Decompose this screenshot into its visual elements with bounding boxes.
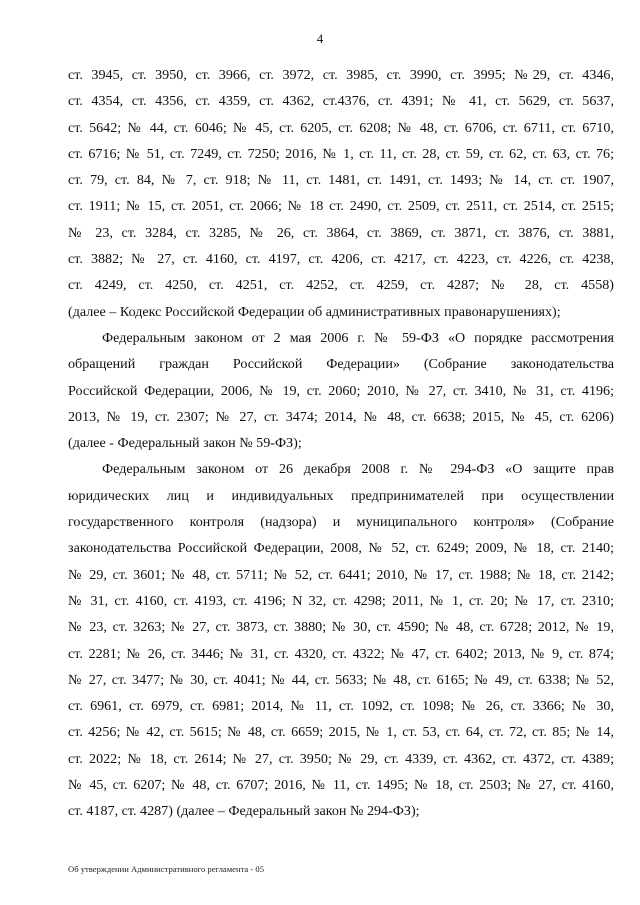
- page-number: 4: [316, 31, 324, 46]
- text-line: Российской Федерации, 2006, № 19, ст. 2060; 2010, № 27, ст. 3410, № 31, ст. 4196;: [68, 382, 614, 399]
- text-line: Федеральным законом от 26 декабря 2008 г. № 294-ФЗ «О защите прав: [102, 461, 614, 478]
- text-line: Федеральным законом от 2 мая 2006 г. № 59-ФЗ «О порядке рассмотрения: [102, 329, 614, 346]
- text-line: ст. 4249, ст. 4250, ст. 4251, ст. 4252, ст. 4259, ст. 4287; № 28, ст. 4558): [68, 277, 614, 294]
- page-footer: Об утверждении Административного регламента - 05: [68, 864, 264, 874]
- text-line: ст. 2022; № 18, ст. 2614; № 27, ст. 3950; № 29, ст. 4339, ст. 4362, ст. 4372, ст. 4389;: [68, 750, 614, 767]
- body-text: [68, 62, 614, 825]
- text-line: (далее – Кодекс Российской Федерации об административных правонарушениях);: [68, 303, 561, 320]
- text-line: ст. 6961, ст. 6979, ст. 6981; 2014, № 11, ст. 1092, ст. 1098; № 26, ст. 3366; № 30,: [68, 698, 614, 715]
- text-line: ст. 1911; № 15, ст. 2051, ст. 2066; № 18 ст. 2490, ст. 2509, ст. 2511, ст. 2514, ст. 2515;: [68, 198, 614, 215]
- text-line: юридических лиц и индивидуальных предпринимателей при осуществлении: [68, 487, 614, 504]
- text-line: ст. 6716; № 51, ст. 7249, ст. 7250; 2016, № 1, ст. 11, ст. 28, ст. 59, ст. 62, ст. 63, ст. 76;: [68, 145, 614, 162]
- text-line: ст. 3945, ст. 3950, ст. 3966, ст. 3972, ст. 3985, ст. 3990, ст. 3995; №29, ст. 4346,: [68, 67, 614, 83]
- text-line: 2013, № 19, ст. 2307; № 27, ст. 3474; 2014, № 48, ст. 6638; 2015, № 45, ст. 6206): [68, 408, 614, 425]
- text-line: № 45, ст. 6207; № 48, ст. 6707; 2016, № 11, ст. 1495; № 18, ст. 2503; № 27, ст. 4160,: [68, 777, 614, 794]
- text-line: ст. 3882; № 27, ст. 4160, ст. 4197, ст. 4206, ст. 4217, ст. 4223, ст. 4226, ст. 4238,: [68, 251, 614, 268]
- text-line: № 31, ст. 4160, ст. 4193, ст. 4196; N 32, ст. 4298; 2011, № 1, ст. 20; № 17, ст. 2310;: [68, 592, 614, 609]
- text-line: (далее - Федеральный закон № 59-ФЗ);: [68, 435, 302, 452]
- text-line: ст. 2281; № 26, ст. 3446; № 31, ст. 4320, ст. 4322; № 47, ст. 6402; 2013, № 9, ст. 874;: [68, 645, 614, 662]
- text-line: государственного контроля (надзора) и муниципального контроля» (Собрание: [68, 514, 614, 531]
- text-line: обращений граждан Российской Федерации» (Собрание законодательства: [68, 356, 614, 373]
- text-line: № 27, ст. 3477; № 30, ст. 4041; № 44, ст. 5633; № 48, ст. 6165; № 49, ст. 6338; № 52,: [68, 671, 614, 688]
- text-line: № 29, ст. 3601; № 48, ст. 5711; № 52, ст. 6441; 2010, № 17, ст. 1988; № 18, ст. 2142;: [68, 566, 614, 583]
- text-line: ст. 4354, ст. 4356, ст. 4359, ст. 4362, ст.4376, ст. 4391; № 41, ст. 5629, ст. 5637,: [68, 93, 614, 110]
- text-line: № 23, ст. 3263; № 27, ст. 3873, ст. 3880; № 30, ст. 4590; № 48, ст. 6728; 2012, № 19,: [68, 619, 614, 636]
- text-line: ст. 5642; № 44, ст. 6046; № 45, ст. 6205, ст. 6208; № 48, ст. 6706, ст. 6711, ст. 6710,: [68, 119, 614, 136]
- text-line: ст. 4256; № 42, ст. 5615; № 48, ст. 6659; 2015, № 1, ст. 53, ст. 64, ст. 72, ст. 85; № 14,: [68, 724, 614, 741]
- text-line: законодательства Российской Федерации, 2008, № 52, ст. 6249; 2009, № 18, ст. 2140;: [68, 540, 614, 557]
- text-line: ст. 79, ст. 84, № 7, ст. 918; № 11, ст. 1481, ст. 1491, ст. 1493; № 14, ст. ст. 1907,: [68, 172, 614, 189]
- text-line: № 23, ст. 3284, ст. 3285, № 26, ст. 3864, ст. 3869, ст. 3871, ст. 3876, ст. 3881,: [68, 224, 614, 241]
- text-line: ст. 4187, ст. 4287) (далее – Федеральный закон № 294-ФЗ);: [68, 803, 420, 820]
